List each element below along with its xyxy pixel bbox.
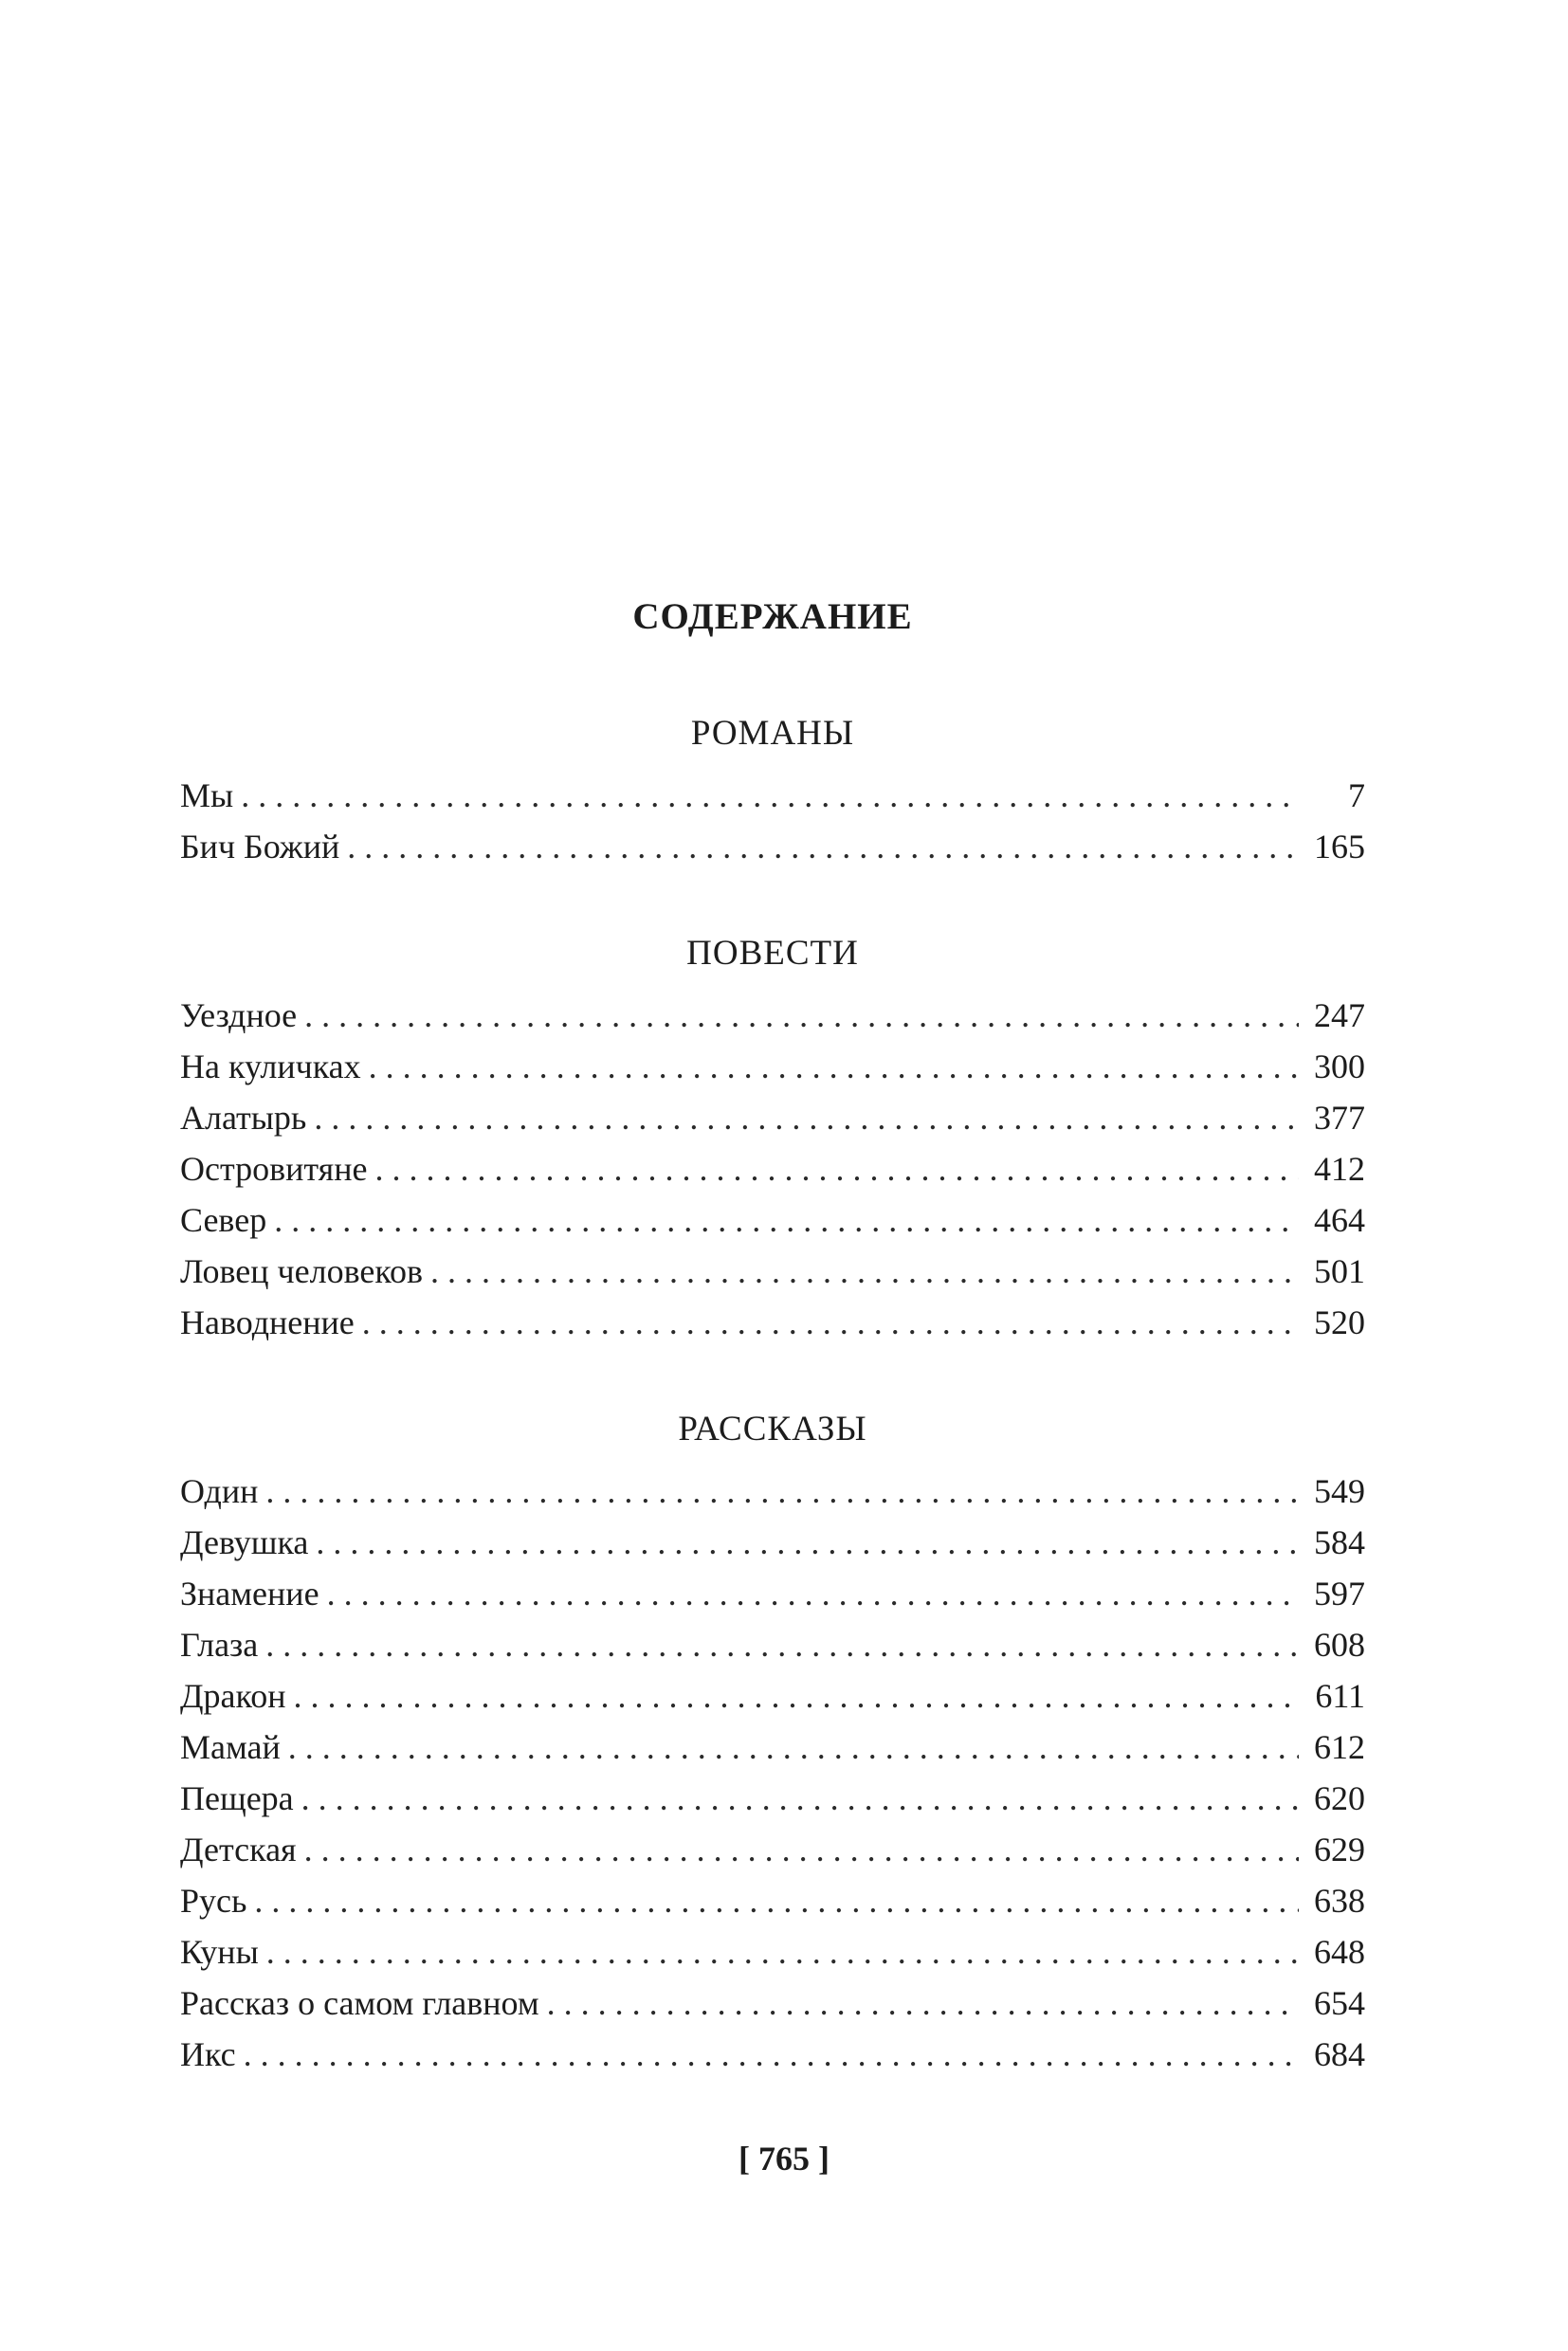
entry-page-number: 247 xyxy=(1314,996,1365,1034)
toc-entry[interactable] xyxy=(180,1977,1365,2029)
toc-entry[interactable] xyxy=(180,1517,1365,1568)
dot-leader xyxy=(301,1773,1299,1824)
entry-list xyxy=(180,770,1365,872)
toc-entry[interactable] xyxy=(180,1619,1365,1670)
entry-title: Рассказ о самом главном xyxy=(180,1984,539,2022)
dot-leader xyxy=(274,1194,1299,1246)
entry-page-number: 612 xyxy=(1314,1728,1365,1766)
entry-title: На куличках xyxy=(180,1048,361,1085)
entry-title: Уездное xyxy=(180,996,298,1034)
dot-leader xyxy=(265,1466,1299,1517)
table-of-contents xyxy=(180,580,1365,2129)
entry-page-number: 620 xyxy=(1314,1779,1365,1817)
toc-entry[interactable] xyxy=(180,1722,1365,1773)
toc-entry[interactable] xyxy=(180,1670,1365,1722)
entry-page-number: 377 xyxy=(1314,1099,1365,1137)
toc-entry[interactable] xyxy=(180,1466,1365,1517)
dot-leader xyxy=(327,1568,1299,1619)
entry-title: Икс xyxy=(180,2035,236,2073)
toc-entry[interactable] xyxy=(180,1297,1365,1348)
toc-section-novellas xyxy=(180,921,1365,1348)
toc-entry[interactable] xyxy=(180,990,1365,1041)
entry-page-number: 608 xyxy=(1314,1626,1365,1664)
entry-title: Островитяне xyxy=(180,1150,368,1188)
toc-entry[interactable] xyxy=(180,1824,1365,1875)
entry-page-number: 629 xyxy=(1314,1831,1365,1868)
dot-leader xyxy=(244,2029,1299,2080)
toc-section-stories xyxy=(180,1397,1365,2080)
entry-page-number: 300 xyxy=(1314,1048,1365,1085)
entry-page-number: 584 xyxy=(1314,1523,1365,1561)
entry-page-number: 648 xyxy=(1314,1933,1365,1971)
entry-title: Знамение xyxy=(180,1575,319,1613)
entry-title: Один xyxy=(180,1472,259,1510)
entry-page-number: 597 xyxy=(1314,1575,1365,1613)
toc-entry[interactable] xyxy=(180,1568,1365,1619)
dot-leader xyxy=(304,1824,1299,1875)
entry-title: Глаза xyxy=(180,1626,259,1664)
toc-section-novels xyxy=(180,702,1365,872)
dot-leader xyxy=(304,990,1299,1041)
dot-leader xyxy=(369,1041,1299,1092)
toc-entry[interactable] xyxy=(180,1194,1365,1246)
toc-title: СОДЕРЖАНИЕ xyxy=(632,596,913,637)
section-title: ПОВЕСТИ xyxy=(686,934,859,973)
dot-leader xyxy=(347,821,1299,872)
dot-leader xyxy=(241,770,1299,821)
dot-leader xyxy=(254,1875,1299,1926)
entry-page-number: 684 xyxy=(1314,2035,1365,2073)
dot-leader xyxy=(293,1670,1299,1722)
toc-entry[interactable] xyxy=(180,1773,1365,1824)
section-title: РОМАНЫ xyxy=(690,714,855,753)
toc-entry[interactable] xyxy=(180,2029,1365,2080)
toc-entry[interactable] xyxy=(180,1041,1365,1092)
entry-title: Алатырь xyxy=(180,1099,307,1137)
entry-page-number: 638 xyxy=(1314,1882,1365,1920)
entry-page-number: 165 xyxy=(1314,828,1365,866)
dot-leader xyxy=(430,1246,1299,1297)
dot-leader xyxy=(288,1722,1299,1773)
dot-leader xyxy=(266,1926,1299,1977)
entry-title: Русь xyxy=(180,1882,247,1920)
section-title: РАССКАЗЫ xyxy=(678,1410,867,1449)
entry-page-number: 7 xyxy=(1348,776,1365,814)
entry-title: Наводнение xyxy=(180,1303,355,1341)
entry-title: Бич Божий xyxy=(180,828,340,866)
entry-page-number: 412 xyxy=(1314,1150,1365,1188)
entry-title: Куны xyxy=(180,1933,259,1971)
dot-leader xyxy=(316,1517,1299,1568)
entry-title: Пещера xyxy=(180,1779,294,1817)
toc-entry[interactable] xyxy=(180,1875,1365,1926)
entry-page-number: 549 xyxy=(1314,1472,1365,1510)
toc-entry[interactable] xyxy=(180,1092,1365,1143)
entry-list xyxy=(180,990,1365,1348)
page-number: [ 765 ] xyxy=(738,2140,830,2178)
entry-page-number: 520 xyxy=(1314,1303,1365,1341)
dot-leader xyxy=(314,1092,1299,1143)
entry-page-number: 501 xyxy=(1314,1252,1365,1290)
entry-page-number: 611 xyxy=(1315,1677,1365,1715)
dot-leader xyxy=(374,1143,1299,1194)
entry-page-number: 464 xyxy=(1314,1201,1365,1239)
entry-title: Детская xyxy=(180,1831,297,1868)
entry-title: Девушка xyxy=(180,1523,309,1561)
entry-title: Север xyxy=(180,1201,267,1239)
entry-title: Мы xyxy=(180,776,234,814)
entry-page-number: 654 xyxy=(1314,1984,1365,2022)
toc-entry[interactable] xyxy=(180,1246,1365,1297)
dot-leader xyxy=(362,1297,1299,1348)
dot-leader xyxy=(265,1619,1299,1670)
entry-title: Ловец человеков xyxy=(180,1252,424,1290)
toc-entry[interactable] xyxy=(180,821,1365,872)
toc-entry[interactable] xyxy=(180,1143,1365,1194)
toc-entry[interactable] xyxy=(180,1926,1365,1977)
dot-leader xyxy=(547,1977,1299,2029)
entry-list xyxy=(180,1466,1365,2080)
entry-title: Дракон xyxy=(180,1677,286,1715)
toc-entry[interactable] xyxy=(180,770,1365,821)
entry-title: Мамай xyxy=(180,1728,281,1766)
